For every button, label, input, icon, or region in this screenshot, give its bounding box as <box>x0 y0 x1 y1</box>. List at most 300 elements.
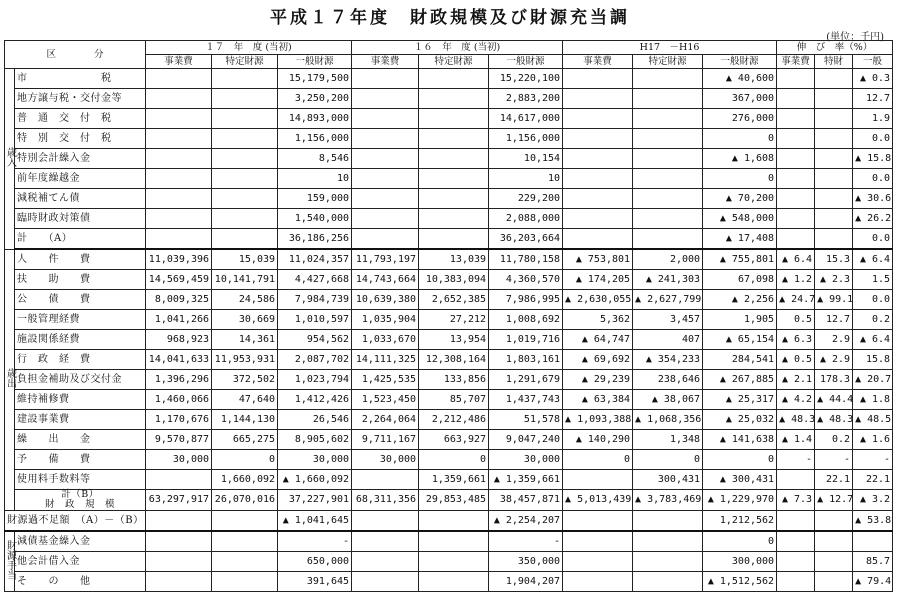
value-cell: 1,156,000 <box>489 129 563 149</box>
table-row <box>5 249 893 270</box>
value-cell: ▲ 6.3 <box>777 330 815 350</box>
value-cell <box>352 511 419 532</box>
table-row <box>5 169 893 189</box>
table-row <box>5 149 893 169</box>
value-cell: ▲ 141,638 <box>703 430 777 450</box>
value-cell: ▲ 3.2 <box>853 490 893 511</box>
value-cell: ▲ 6.4 <box>777 249 815 270</box>
row-label: 行 政 経 費 <box>15 350 146 370</box>
table-row <box>5 89 893 109</box>
value-cell <box>815 552 853 572</box>
table-row <box>5 390 893 410</box>
table-row <box>5 490 893 511</box>
value-cell: 2,883,200 <box>489 89 563 109</box>
value-cell: ▲ 4.2 <box>777 390 815 410</box>
value-cell: 12.7 <box>815 310 853 330</box>
value-cell: ▲ 241,303 <box>633 270 703 290</box>
value-cell <box>777 69 815 89</box>
value-cell: 29,853,485 <box>419 490 489 511</box>
value-cell <box>777 572 815 592</box>
value-cell <box>419 169 489 189</box>
value-cell: - <box>777 450 815 470</box>
value-cell: 15.8 <box>853 350 893 370</box>
table-row <box>5 209 893 229</box>
header-fy16: １６ 年 度 (当初) <box>352 41 563 55</box>
value-cell: ▲ 174,205 <box>563 270 633 290</box>
value-cell <box>777 129 815 149</box>
value-cell: 5,362 <box>563 310 633 330</box>
value-cell: ▲ 30.6 <box>853 189 893 209</box>
value-cell: 3,457 <box>633 310 703 330</box>
value-cell <box>352 89 419 109</box>
value-cell: ▲ 2.9 <box>815 350 853 370</box>
unit-note: (単位：千円) <box>826 32 884 43</box>
value-cell: 276,000 <box>703 109 777 129</box>
value-cell: 2,000 <box>633 249 703 270</box>
sub-header: 事業費 <box>563 55 633 69</box>
table-row <box>5 290 893 310</box>
row-label: 特 別 交 付 税 <box>15 129 146 149</box>
table-row <box>5 370 893 390</box>
value-cell: - <box>815 450 853 470</box>
value-cell: 7,984,739 <box>278 290 352 310</box>
row-label: 建設事業費 <box>15 410 146 430</box>
value-cell <box>146 129 212 149</box>
value-cell <box>815 189 853 209</box>
value-cell: 11,039,396 <box>146 249 212 270</box>
value-cell: 1,540,000 <box>278 209 352 229</box>
row-label: 地方譲与税・交付金等 <box>15 89 146 109</box>
value-cell: ▲ 79.4 <box>853 572 893 592</box>
value-cell: 15,220,100 <box>489 69 563 89</box>
value-cell: 1,412,426 <box>278 390 352 410</box>
value-cell: 9,047,240 <box>489 430 563 450</box>
value-cell: 663,927 <box>419 430 489 450</box>
value-cell: 14,893,000 <box>278 109 352 129</box>
value-cell: ▲ 25,032 <box>703 410 777 430</box>
value-cell: ▲ 7.3 <box>777 490 815 511</box>
value-cell <box>777 109 815 129</box>
value-cell: 1,660,092 <box>212 470 278 490</box>
value-cell: 2,087,702 <box>278 350 352 370</box>
value-cell <box>212 109 278 129</box>
row-label: そ の 他 <box>15 572 146 592</box>
table-row <box>5 69 893 89</box>
value-cell: 1,396,296 <box>146 370 212 390</box>
value-cell <box>563 552 633 572</box>
value-cell: 1,523,450 <box>352 390 419 410</box>
value-cell: ▲ 1.8 <box>853 390 893 410</box>
value-cell: ▲ 24.7 <box>777 290 815 310</box>
value-cell: ▲ 753,801 <box>563 249 633 270</box>
table-row <box>5 531 893 552</box>
value-cell <box>212 169 278 189</box>
value-cell: 1,023,794 <box>278 370 352 390</box>
value-cell: ▲ 300,431 <box>703 470 777 490</box>
value-cell <box>815 511 853 532</box>
row-label: 市 税 <box>15 69 146 89</box>
value-cell: ▲ 29,239 <box>563 370 633 390</box>
value-cell: 10,383,094 <box>419 270 489 290</box>
value-cell <box>419 531 489 552</box>
sub-header: 事業費 <box>352 55 419 69</box>
value-cell <box>633 229 703 250</box>
value-cell: ▲ 3,783,469 <box>633 490 703 511</box>
value-cell: 1,803,161 <box>489 350 563 370</box>
value-cell: 14,569,459 <box>146 270 212 290</box>
row-label: 施設関係経費 <box>15 330 146 350</box>
value-cell: ▲ 12.7 <box>815 490 853 511</box>
value-cell: ▲ 2.3 <box>815 270 853 290</box>
header-fy17: １７ 年 度 (当初) <box>146 41 352 55</box>
value-cell <box>633 552 703 572</box>
value-cell <box>146 229 212 250</box>
value-cell: 8,546 <box>278 149 352 169</box>
value-cell: 14,041,633 <box>146 350 212 370</box>
value-cell: 8,009,325 <box>146 290 212 310</box>
value-cell <box>633 531 703 552</box>
value-cell: ▲ 1.4 <box>777 430 815 450</box>
sub-header: 特財 <box>815 55 853 69</box>
value-cell: 1,425,535 <box>352 370 419 390</box>
value-cell: 51,578 <box>489 410 563 430</box>
sub-header: 一般財源 <box>703 55 777 69</box>
value-cell: ▲ 17,408 <box>703 229 777 250</box>
value-cell: 0.0 <box>853 290 893 310</box>
table-row <box>5 430 893 450</box>
value-cell: 229,200 <box>489 189 563 209</box>
value-cell: 2,088,000 <box>489 209 563 229</box>
value-cell <box>146 69 212 89</box>
value-cell: 67,098 <box>703 270 777 290</box>
value-cell <box>419 511 489 532</box>
value-cell <box>419 572 489 592</box>
value-cell: ▲ 755,801 <box>703 249 777 270</box>
value-cell: 9,711,167 <box>352 430 419 450</box>
value-cell: ▲ 26.2 <box>853 209 893 229</box>
value-cell: 133,856 <box>419 370 489 390</box>
value-cell: 2,264,064 <box>352 410 419 430</box>
value-cell: 0 <box>703 531 777 552</box>
value-cell: 7,986,995 <box>489 290 563 310</box>
value-cell: 85,707 <box>419 390 489 410</box>
value-cell: ▲ 38,067 <box>633 390 703 410</box>
value-cell: 15.3 <box>815 249 853 270</box>
value-cell: 2.9 <box>815 330 853 350</box>
value-cell <box>212 511 278 532</box>
value-cell <box>352 149 419 169</box>
value-cell: 30,000 <box>146 450 212 470</box>
value-cell <box>563 169 633 189</box>
value-cell <box>633 149 703 169</box>
table-row <box>5 511 893 532</box>
value-cell: ▲ 1,359,661 <box>489 470 563 490</box>
value-cell <box>777 169 815 189</box>
value-cell: ▲ 140,290 <box>563 430 633 450</box>
value-cell: 968,923 <box>146 330 212 350</box>
value-cell <box>815 572 853 592</box>
value-cell: 1,035,904 <box>352 310 419 330</box>
sub-header: 事業費 <box>777 55 815 69</box>
value-cell: 178.3 <box>815 370 853 390</box>
value-cell: 300,000 <box>703 552 777 572</box>
value-cell: 11,780,158 <box>489 249 563 270</box>
value-cell: ▲ 2,627,799 <box>633 290 703 310</box>
value-cell: 8,905,602 <box>278 430 352 450</box>
value-cell <box>352 189 419 209</box>
value-cell: 10 <box>278 169 352 189</box>
value-cell: 14,617,000 <box>489 109 563 129</box>
value-cell: 1,904,207 <box>489 572 563 592</box>
value-cell: 2,652,385 <box>419 290 489 310</box>
value-cell <box>352 229 419 250</box>
value-cell <box>633 129 703 149</box>
value-cell: 1.5 <box>853 270 893 290</box>
value-cell: 159,000 <box>278 189 352 209</box>
row-label: 他会計借入金 <box>15 552 146 572</box>
row-label: 公 債 費 <box>15 290 146 310</box>
value-cell: 85.7 <box>853 552 893 572</box>
value-cell <box>419 69 489 89</box>
value-cell <box>777 229 815 250</box>
value-cell <box>815 531 853 552</box>
value-cell <box>146 552 212 572</box>
value-cell <box>633 189 703 209</box>
value-cell: 407 <box>633 330 703 350</box>
value-cell: ▲ 0.3 <box>853 69 893 89</box>
value-cell <box>146 209 212 229</box>
value-cell: 14,743,664 <box>352 270 419 290</box>
value-cell: ▲ 1,608 <box>703 149 777 169</box>
table-row <box>5 450 893 470</box>
value-cell: 36,203,664 <box>489 229 563 250</box>
value-cell: 12.7 <box>853 89 893 109</box>
value-cell: ▲ 15.8 <box>853 149 893 169</box>
value-cell: - <box>278 531 352 552</box>
value-cell <box>563 109 633 129</box>
value-cell: 9,570,877 <box>146 430 212 450</box>
value-cell: 1.9 <box>853 109 893 129</box>
row-label: 繰 出 金 <box>15 430 146 450</box>
value-cell: 1,170,676 <box>146 410 212 430</box>
value-cell <box>212 572 278 592</box>
value-cell: ▲ 65,154 <box>703 330 777 350</box>
value-cell: 68,311,356 <box>352 490 419 511</box>
value-cell: 0 <box>212 450 278 470</box>
value-cell <box>419 109 489 129</box>
value-cell: 284,541 <box>703 350 777 370</box>
value-cell: ▲ 2,630,055 <box>563 290 633 310</box>
table-row <box>5 410 893 430</box>
value-cell: 1,291,679 <box>489 370 563 390</box>
value-cell: 300,431 <box>633 470 703 490</box>
value-cell <box>633 511 703 532</box>
value-cell <box>352 572 419 592</box>
value-cell <box>853 531 893 552</box>
table-row <box>5 310 893 330</box>
value-cell <box>563 189 633 209</box>
value-cell: 954,562 <box>278 330 352 350</box>
value-cell <box>146 531 212 552</box>
value-cell: 37,227,901 <box>278 490 352 511</box>
value-cell <box>815 109 853 129</box>
table-row <box>5 470 893 490</box>
value-cell: 15,179,500 <box>278 69 352 89</box>
value-cell: ▲ 2.1 <box>777 370 815 390</box>
value-cell: ▲ 64,747 <box>563 330 633 350</box>
value-cell <box>815 89 853 109</box>
value-cell <box>815 169 853 189</box>
value-cell <box>352 552 419 572</box>
header-growth: 伸 び 率（%） <box>777 41 893 55</box>
row-label: 計 （A） <box>15 229 146 250</box>
header-row-1 <box>5 41 893 55</box>
table-row <box>5 229 893 250</box>
value-cell <box>146 511 212 532</box>
value-cell: 47,640 <box>212 390 278 410</box>
value-cell <box>633 209 703 229</box>
value-cell <box>352 470 419 490</box>
value-cell: 367,000 <box>703 89 777 109</box>
value-cell <box>563 89 633 109</box>
value-cell <box>777 189 815 209</box>
row-label: 減債基金繰入金 <box>15 531 146 552</box>
value-cell: 1,437,743 <box>489 390 563 410</box>
value-cell: 0 <box>419 450 489 470</box>
value-cell: 391,645 <box>278 572 352 592</box>
value-cell: 650,000 <box>278 552 352 572</box>
value-cell: ▲ 0.5 <box>777 350 815 370</box>
value-cell <box>352 531 419 552</box>
sub-header: 一般 <box>853 55 893 69</box>
value-cell: ▲ 1,093,388 <box>563 410 633 430</box>
value-cell: ▲ 6.4 <box>853 330 893 350</box>
value-cell <box>563 69 633 89</box>
value-cell: 12,308,164 <box>419 350 489 370</box>
value-cell: 11,024,357 <box>278 249 352 270</box>
value-cell: 2,212,486 <box>419 410 489 430</box>
value-cell: ▲ 99.1 <box>815 290 853 310</box>
value-cell <box>633 572 703 592</box>
value-cell: 10,141,791 <box>212 270 278 290</box>
value-cell: 10,639,380 <box>352 290 419 310</box>
finance-table <box>4 40 893 592</box>
value-cell: 30,669 <box>212 310 278 330</box>
value-cell <box>212 149 278 169</box>
value-cell: 0 <box>703 450 777 470</box>
value-cell <box>815 229 853 250</box>
value-cell: 0.0 <box>853 129 893 149</box>
section-label: 歳 入 <box>5 69 15 250</box>
value-cell <box>419 89 489 109</box>
value-cell: 0.0 <box>853 169 893 189</box>
row-label: 財源過不足額 （A）－（B） <box>5 511 146 532</box>
value-cell <box>563 531 633 552</box>
value-cell <box>352 209 419 229</box>
value-cell: ▲ 267,885 <box>703 370 777 390</box>
value-cell: 14,361 <box>212 330 278 350</box>
table-row <box>5 330 893 350</box>
value-cell: ▲ 1.2 <box>777 270 815 290</box>
row-label: 維持補修費 <box>15 390 146 410</box>
value-cell: 14,111,325 <box>352 350 419 370</box>
value-cell <box>212 552 278 572</box>
value-cell <box>563 209 633 229</box>
value-cell <box>146 89 212 109</box>
value-cell: ▲ 40,600 <box>703 69 777 89</box>
value-cell: 1,156,000 <box>278 129 352 149</box>
value-cell: 30,000 <box>352 450 419 470</box>
value-cell <box>563 511 633 532</box>
header-kubun: 区 分 <box>5 41 146 69</box>
value-cell: 63,297,917 <box>146 490 212 511</box>
sub-header: 特定財源 <box>633 55 703 69</box>
value-cell: 30,000 <box>489 450 563 470</box>
value-cell <box>146 149 212 169</box>
value-cell <box>419 129 489 149</box>
sub-header: 特定財源 <box>419 55 489 69</box>
value-cell <box>815 129 853 149</box>
value-cell: 26,070,016 <box>212 490 278 511</box>
value-cell: ▲ 1,660,092 <box>278 470 352 490</box>
value-cell: ▲ 20.7 <box>853 370 893 390</box>
value-cell: 22.1 <box>815 470 853 490</box>
value-cell <box>777 89 815 109</box>
value-cell <box>352 69 419 89</box>
table-row <box>5 572 893 592</box>
section-label: 歳 出 <box>5 249 15 511</box>
value-cell <box>563 229 633 250</box>
row-label: 人 件 費 <box>15 249 146 270</box>
row-label: 一般管理経費 <box>15 310 146 330</box>
value-cell: ▲ 25,317 <box>703 390 777 410</box>
value-cell: 10,154 <box>489 149 563 169</box>
value-cell <box>146 169 212 189</box>
value-cell: 0 <box>703 169 777 189</box>
value-cell <box>815 209 853 229</box>
value-cell: 1,460,066 <box>146 390 212 410</box>
value-cell <box>146 572 212 592</box>
value-cell: 1,019,716 <box>489 330 563 350</box>
value-cell <box>352 169 419 189</box>
value-cell: ▲ 548,000 <box>703 209 777 229</box>
value-cell <box>146 109 212 129</box>
row-label: 前年度繰越金 <box>15 169 146 189</box>
value-cell: 1,041,266 <box>146 310 212 330</box>
sub-header: 一般財源 <box>278 55 352 69</box>
value-cell: ▲ 63,384 <box>563 390 633 410</box>
row-label: 負担金補助及び交付金 <box>15 370 146 390</box>
value-cell: ▲ 5,013,439 <box>563 490 633 511</box>
value-cell: 1,212,562 <box>703 511 777 532</box>
value-cell: 13,039 <box>419 249 489 270</box>
value-cell <box>212 531 278 552</box>
value-cell: ▲ 6.4 <box>853 249 893 270</box>
value-cell <box>777 470 815 490</box>
value-cell <box>212 209 278 229</box>
value-cell: ▲ 2,256 <box>703 290 777 310</box>
value-cell: 238,646 <box>633 370 703 390</box>
value-cell: 665,275 <box>212 430 278 450</box>
table-row <box>5 129 893 149</box>
value-cell: 1,359,661 <box>419 470 489 490</box>
sub-header: 事業費 <box>146 55 212 69</box>
value-cell: 1,348 <box>633 430 703 450</box>
value-cell <box>777 552 815 572</box>
value-cell <box>146 470 212 490</box>
row-label: 予 備 費 <box>15 450 146 470</box>
sub-header: 特定財源 <box>212 55 278 69</box>
